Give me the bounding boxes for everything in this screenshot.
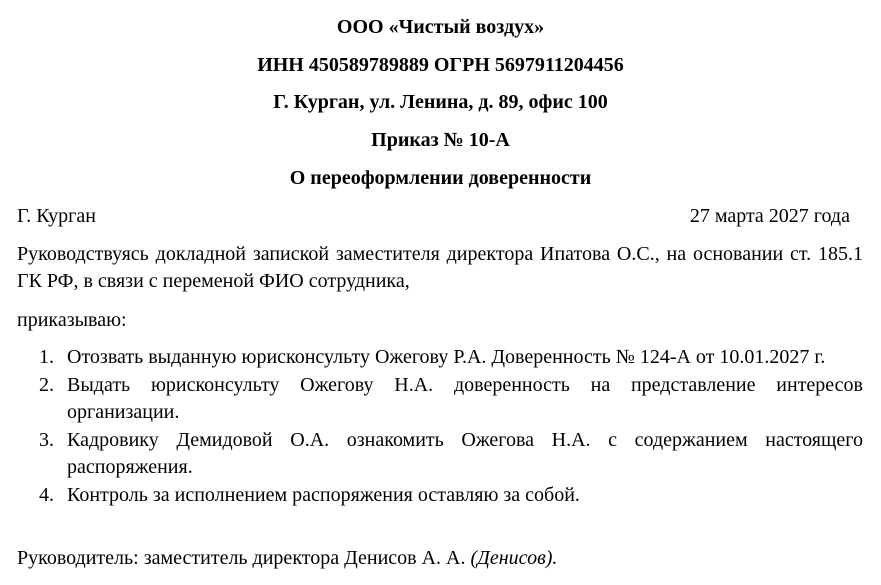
list-item <box>17 372 863 426</box>
signature-line <box>17 545 557 572</box>
item-text: Кадровику Демидовой О.А. ознакомить Ожегова Н.А. с содержанием настоящего распоряжения. <box>67 429 863 478</box>
item-text: Выдать юрисконсульту Ожегову Н.А. доверенность на представление интересов организации. <box>67 374 863 423</box>
item-number: 2. <box>39 374 54 396</box>
list-item <box>17 344 863 371</box>
item-text: Отозвать выданную юрисконсульту Ожегову Р.А. Доверенность № 124-А от 10.01.2027 г. <box>67 346 826 368</box>
order-items <box>17 344 863 509</box>
order-word: приказываю: <box>17 309 127 331</box>
company-address: Г. Курган, ул. Ленина, д. 89, офис 100 <box>273 91 608 113</box>
item-text: Контроль за исполнением распоряжения оставляю за собой. <box>67 484 580 506</box>
item-number: 1. <box>39 346 54 368</box>
order-date: 27 марта 2027 года <box>689 205 850 227</box>
list-item <box>17 482 863 509</box>
basis-paragraph: Руководствуясь докладной запиской заместителя директора Ипатова О.С., на основании ст. 185.1 ГК РФ, в связи с переменой ФИО сотрудника, <box>17 243 863 292</box>
signature-label: Руководитель: заместитель директора Денисов А. А. <box>17 547 466 569</box>
city: Г. Курган <box>17 205 96 227</box>
company-name: ООО «Чистый воздух» <box>336 16 545 38</box>
order-number: Приказ № 10-А <box>371 129 510 151</box>
item-number: 3. <box>39 429 54 451</box>
list-item <box>17 427 863 481</box>
item-number: 4. <box>39 484 54 506</box>
company-ids: ИНН 450589789889 ОГРН 5697911204456 <box>257 54 624 76</box>
order-subject: О переоформлении доверенности <box>289 167 592 189</box>
signature-name: (Денисов). <box>470 547 558 569</box>
